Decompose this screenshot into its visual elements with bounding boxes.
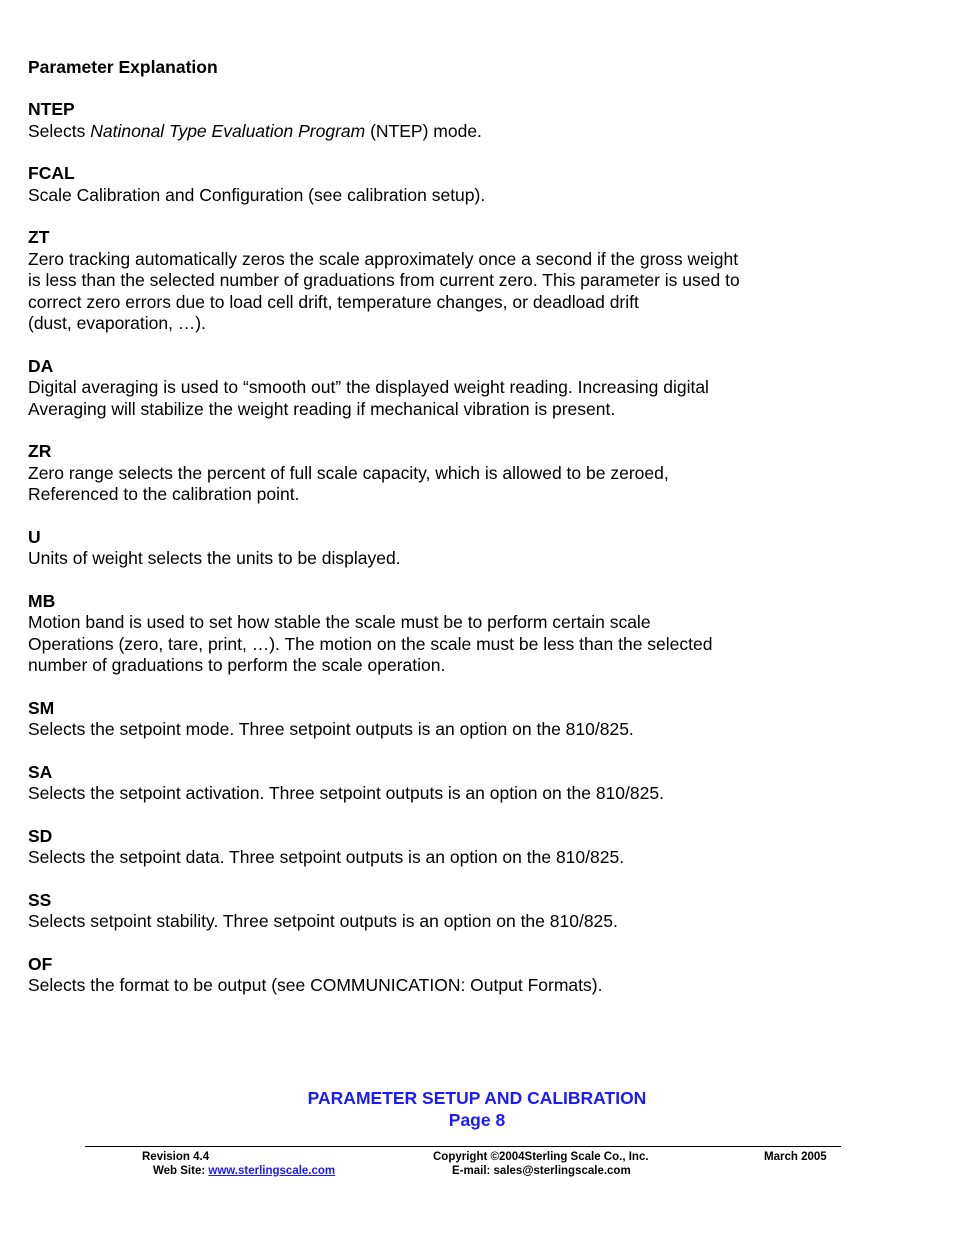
param-code: U (28, 526, 41, 547)
param-of (28, 954, 818, 997)
footer-divider (85, 1146, 841, 1147)
param-mb (28, 591, 818, 677)
param-code: ZR (28, 441, 52, 461)
param-sd (28, 826, 818, 869)
footer-website (153, 1164, 335, 1178)
footer-copyright: Copyright ©2004Sterling Scale Co., Inc. (433, 1151, 649, 1163)
param-code: NTEP (28, 99, 75, 119)
param-zt (28, 227, 818, 335)
footer-section-title: PARAMETER SETUP AND CALIBRATION (307, 1088, 647, 1108)
footer-page-number: Page 8 (448, 1110, 506, 1130)
param-code: DA (28, 355, 54, 376)
param-code: SD (28, 825, 53, 846)
param-u (28, 527, 818, 570)
page-title: Parameter Explanation (28, 57, 218, 77)
website-link[interactable]: www.sterlingscale.com (208, 1165, 336, 1177)
footer-section-heading (0, 1087, 954, 1131)
footer-revision: Revision 4.4 (142, 1151, 210, 1163)
param-code: MB (28, 590, 56, 611)
param-description: Selects Natinonal Type Evaluation Program (NTEP) mode. (28, 120, 482, 141)
param-sa (28, 762, 818, 805)
param-description: Selects the setpoint activation. Three setpoint outputs is an option on the 810/825. (28, 783, 664, 803)
param-ss (28, 890, 818, 933)
param-description: Selects the setpoint data. Three setpoint outputs is an option on the 810/825. (28, 847, 625, 867)
param-code: ZT (28, 227, 50, 247)
param-da (28, 356, 818, 421)
param-description: Selects the format to be output (see COMMUNICATION: Output Formats). (28, 975, 603, 995)
param-description: Zero range selects the percent of full scale capacity, which is allowed to be zeroed, Referenced to the calibration point. (28, 462, 669, 504)
footer-website-label: Web Site: (153, 1165, 209, 1177)
param-ntep (28, 99, 818, 142)
param-code: SA (28, 761, 53, 782)
param-code: FCAL (28, 163, 75, 183)
param-description: Selects setpoint stability. Three setpoint outputs is an option on the 810/825. (28, 911, 618, 931)
param-description: Scale Calibration and Configuration (see calibration setup). (28, 184, 486, 205)
document-body (28, 56, 818, 1018)
param-fcal (28, 163, 818, 206)
param-code: OF (28, 953, 53, 974)
param-code: SS (28, 889, 52, 910)
param-code: SM (28, 697, 55, 718)
footer-date: March 2005 (764, 1151, 827, 1163)
footer-email: E-mail: sales@sterlingscale.com (452, 1165, 631, 1177)
param-description: Motion band is used to set how stable the scale must be to perform certain scale Operations (zero, tare, print, …). The motion on the scale must be less than the selected number of graduations to perform the scale operation. (28, 612, 713, 675)
param-description: Digital averaging is used to “smooth out” the displayed weight reading. Increasing digital Averaging will stabilize the weight reading if mechanical vibration is present. (28, 377, 709, 419)
param-description: Units of weight selects the units to be displayed. (28, 548, 401, 568)
param-description: Zero tracking automatically zeros the scale approximately once a second if the gross weight is less than the selected number of graduations from current zero. This parameter is used to correct zero errors due to load cell drift, temperature changes, or deadload drift (dust, evaporation, …). (28, 248, 740, 333)
param-sm (28, 698, 818, 741)
param-description: Selects the setpoint mode. Three setpoint outputs is an option on the 810/825. (28, 719, 634, 739)
param-zr (28, 441, 818, 506)
